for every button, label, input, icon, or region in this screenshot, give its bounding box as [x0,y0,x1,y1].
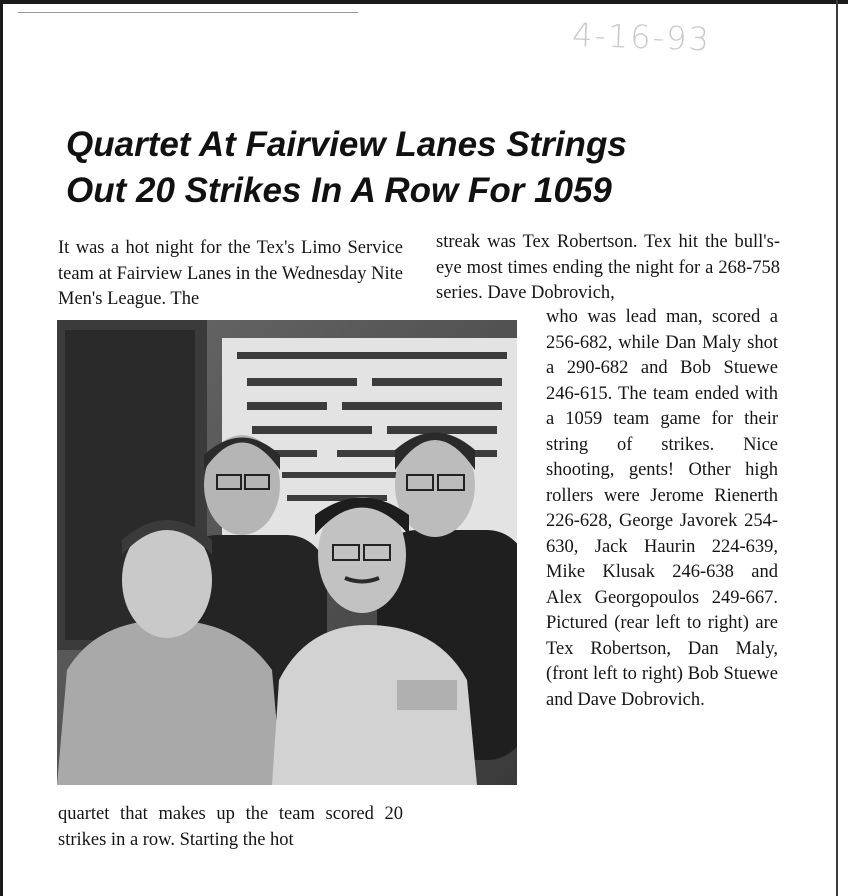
headline-line-1: Quartet At Fairview Lanes Strings [66,125,627,164]
handwritten-date: 4-16-93 [571,15,712,59]
clipping-top-border [0,0,848,4]
article-paragraph-col1-top: It was a hot night for the Tex's Limo Service team at Fairview Lanes in the Wednesday Nite Men's League. The [58,238,403,309]
article-paragraph-col1-bottom: quartet that makes up the team scored 20 strikes in a row. Starting the hot [58,804,403,850]
team-photo [57,320,517,785]
clipping-left-border [0,0,3,896]
clipping-cut-line [18,12,358,13]
team-photo-icon [57,320,517,785]
headline-line-2: Out 20 Strikes In A Row For 1059 [66,171,612,210]
article-paragraph-col2-top: streak was Tex Robertson. Tex hit the bull's-eye most times ending the night for a 268-758 series. Dave Dobrovich, [436,232,780,303]
article-headline [66,122,766,214]
article-paragraph-col2-wrap: who was lead man, scored a 256-682, while Dan Maly shot a 290-682 and Bob Stuewe 246-615. The team ended with a 1059 team game for their string of strikes. Nice shooting, gents! Other high rollers were Jerome Rienerth 226-628, George Javorek 254-630, Jack Haurin 224-639, Mike Klusak 246-638 and Alex Georgopoulos 249-667. Pictured (rear left to right) are Tex Robertson, Dan Maly, (front left to right) Bob Stuewe and Dave Dobrovich. [546,307,778,710]
clipping-right-border [836,0,838,896]
